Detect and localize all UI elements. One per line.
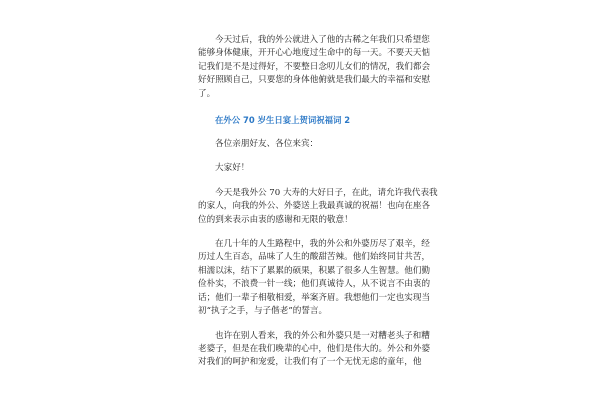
text-line: 今天过后，我的外公就进入了他的古稀之年我们只希望您: [215, 35, 430, 45]
text-line: 对我们的呵护和宠爱，让我们有了一个无忧无虑的童年，他: [198, 357, 422, 368]
text-line: 了。: [198, 88, 216, 99]
text-line: 初“执子之手，与子偕老”的誓言。: [198, 306, 328, 317]
text-line: 位的到来表示由衷的感谢和无限的敬意！: [198, 214, 353, 225]
text-line: 历过人生百态，品味了人生的酸甜苦辣。他们始终同甘共苦，: [198, 252, 431, 263]
text-line: 俭朴实，不浪费一针一线；他们真诚待人，从不说言不由衷的: [198, 279, 431, 290]
text-line: 好好照顾自己，只要您的身体他俯就是我们最大的幸福和安慰: [198, 75, 431, 86]
text-line: 大家好！: [215, 163, 250, 174]
text-line: 能够身体健康，开开心心地度过生命中的每一天。不要天天惦: [198, 48, 431, 59]
text-line: 的家人，向我的外公、外婆送上我最真诚的祝福！也向在座各: [198, 201, 431, 212]
paragraph-wishes: [198, 34, 431, 101]
paragraph-life-journey: [198, 238, 431, 318]
greeting-all: [198, 162, 403, 175]
document-page: [198, 34, 438, 370]
text-line: 今天是我外公 70 大寿的大好日子，在此，请允许我代表我: [215, 187, 438, 198]
paragraph-birthday: [198, 187, 438, 227]
text-line: 老婆子，但是在我们晚辈的心中，他们是伟大的。外公和外婆: [198, 343, 431, 354]
text-line: 各位亲朋好友、各位来宾：: [215, 139, 319, 150]
text-line: 相濡以沫，结下了累累的硕果，积累了很多人生智慧。他们勤: [198, 265, 431, 276]
text-line: 话；他们一辈子相敬相爱，举案齐眉。我想他们一定也实现当: [198, 292, 431, 303]
greeting-guests: [198, 138, 403, 151]
text-line: 在几十年的人生路程中，我的外公和外婆历尽了艰辛，经: [215, 239, 430, 250]
text-line: 记我们是不是过得好，不要整日念叨儿女们的情况，我们都会: [198, 61, 431, 72]
section-heading: 在外公 70 岁生日宴上贺词祝福词 2: [215, 115, 351, 126]
paragraph-grandparents: [198, 330, 431, 370]
text-line: 也许在别人看来，我的外公和外婆只是一对糟老头子和糟: [215, 330, 430, 341]
